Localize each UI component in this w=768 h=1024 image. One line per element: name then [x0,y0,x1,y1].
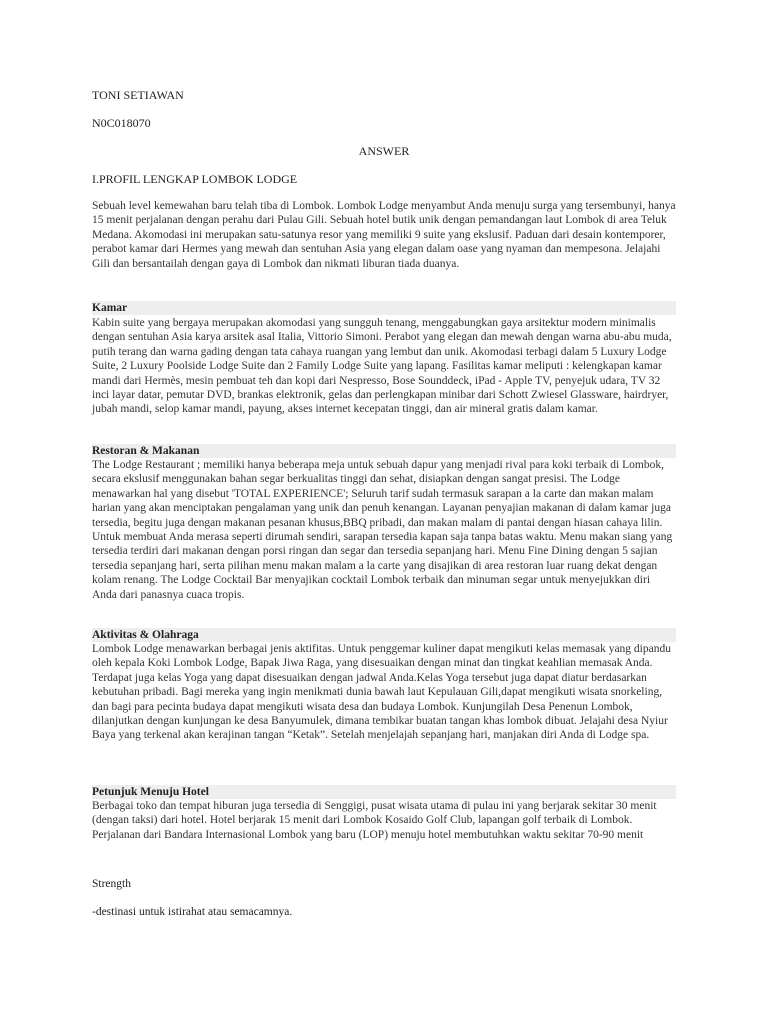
section-heading-restoran: Restoran & Makanan [92,444,676,458]
section-body-aktivitas: Lombok Lodge menawarkan berbagai jenis aktifitas. Untuk penggemar kuliner dapat mengikuti kelas memasak yang dipandu oleh kepala Koki Lombok Lodge, Bapak Jiwa Raga, yang disesuaikan dengan minat dan tingkat keahlian memasak Anda. Terdapat juga kelas Yoga yang dapat disesuaikan dengan jadwal Anda.Kelas Yoga tersebut juga dapat diatur berdasarkan kebutuhan pribadi. Bagi mereka yang ingin menikmati dunia bawah laut Kepulauan Gili,dapat mengikuti wisata snorkeling, dan bagi para pecinta budaya dapat mengikuti wisata desa dan budaya Lombok. Kunjungilah Desa Penenun Lombok, dilanjutkan dengan kunjungan ke desa Banyumulek, dimana tembikar buatan tangan khas lombok dibuat. Jelajahi desa Nyiur Baya yang terkenal akan kerajinan tangan “Ketak”. Setelah menjelajah sepanjang hari, manjakan diri Anda di Lodge spa. [92,643,671,742]
strength-item: -destinasi untuk istirahat atau semacamnya. [92,906,293,918]
student-id: N0C018070 [92,116,151,130]
strength-label: Strength [92,878,131,890]
section-heading-petunjuk: Petunjuk Menuju Hotel [92,785,676,799]
section-body-kamar: Kabin suite yang bergaya merupakan akomodasi yang sungguh tenang, menggabungkan gaya arsitektur modern minimalis dengan sentuhan Asia karya arsitek asal Italia, Vittorio Simoni. Perabot yang elegan dan mewah dengan warna abu-abu muda, putih terang dan warna gading dengan tata cahaya ruangan yang lembut dan unik. Akomodasi terbagi dalam 5 Luxury Lodge Suite, 2 Luxury Poolside Lodge Suite dan 2 Family Lodge Suite yang lapang. Fasilitas kamar meliputi : kelengkapan kamar mandi dari Hermès, mesin pembuat teh dan kopi dari Nespresso, Bose Sounddeck, iPad - Apple TV, penyejuk udara, TV 32 inci layar datar, pemutar DVD, brankas elektronik, gelas dan perlengkapan minibar dari Schott Zwiesel Glassware, hairdryer, jubah mandi, selop kamar mandi, payung, akses internet kecepatan tinggi, dan air mineral gratis dalam kamar. [92,317,672,416]
answer-label: ANSWER [358,144,410,158]
section-body-petunjuk: Berbagai toko dan tempat hiburan juga tersedia di Senggigi, pusat wisata utama di pulau ini yang berjarak sekitar 30 menit (dengan taksi) dari hotel. Hotel berjarak 15 menit dari Lombok Kosaido Golf Club, lapangan golf terbaik di Lombok. Perjalanan dari Bandara Internasional Lombok yang baru (LOP) menuju hotel membutuhkan waktu sekitar 70-90 menit [92,800,657,841]
document-page [92,0,676,1024]
section-heading-aktivitas: Aktivitas & Olahraga [92,628,676,642]
author-name: TONI SETIAWAN [92,88,184,102]
section-body-restoran: The Lodge Restaurant ; memiliki hanya beberapa meja untuk sebuah dapur yang menjadi rival para koki terbaik di Lombok, secara ekslusif menggunakan bahan segar berkualitas tinggi dan sehat, disiapkan dengan sangat presisi. The Lodge menawarkan hal yang disebut 'TOTAL EXPERIENCE'; Seluruh tarif sudah termasuk sarapan a la carte dan makan malam harian yang akan menciptakan pengalaman yang unik dan penuh kenangan. Layanan penyajian makanan di dalam kamar juga tersedia, begitu juga dengan makanan pesanan khusus,BBQ pribadi, dan makan malam di pantai dengan hiasan cahaya lilin. Untuk membuat Anda merasa seperti dirumah sendiri, sarapan tersedia kapan saja tanpa batas waktu. Menu makan siang yang tersedia terdiri dari makanan dengan porsi ringan dan segar dan tersedia sepanjang hari. Menu Fine Dining dengan 5 sajian tersedia sepanjang hari, serta pilihan menu makan malam a la carte yang disajikan di area restoran luar ruang dekat dengan kolam renang. The Lodge Cocktail Bar menyajikan cocktail Lombok terbaik dan minuman segar untuk menyejukkan diri Anda dari panasnya cuaca tropis. [92,459,673,601]
section-heading-kamar: Kamar [92,301,676,315]
document-title: I.PROFIL LENGKAP LOMBOK LODGE [92,172,298,186]
intro-paragraph: Sebuah level kemewahan baru telah tiba di Lombok. Lombok Lodge menyambut Anda menuju surga yang tersembunyi, hanya 15 menit perjalanan dengan perahu dari Pulau Gili. Sebuah hotel butik unik dengan pemandangan laut Lombok di area Teluk Medana. Akomodasi ini merupakan satu-satunya resor yang memiliki 9 suite yang ekslusif. Paduan dari desain kontemporer, perabot kamar dari Hermes yang mewah dan sentuhan Asia yang elegan dalam oase yang nyaman dan mempesona. Jelajahi Gili dan bersantailah dengan gaya di Lombok dan nikmati liburan tiada duanya. [92,200,676,270]
